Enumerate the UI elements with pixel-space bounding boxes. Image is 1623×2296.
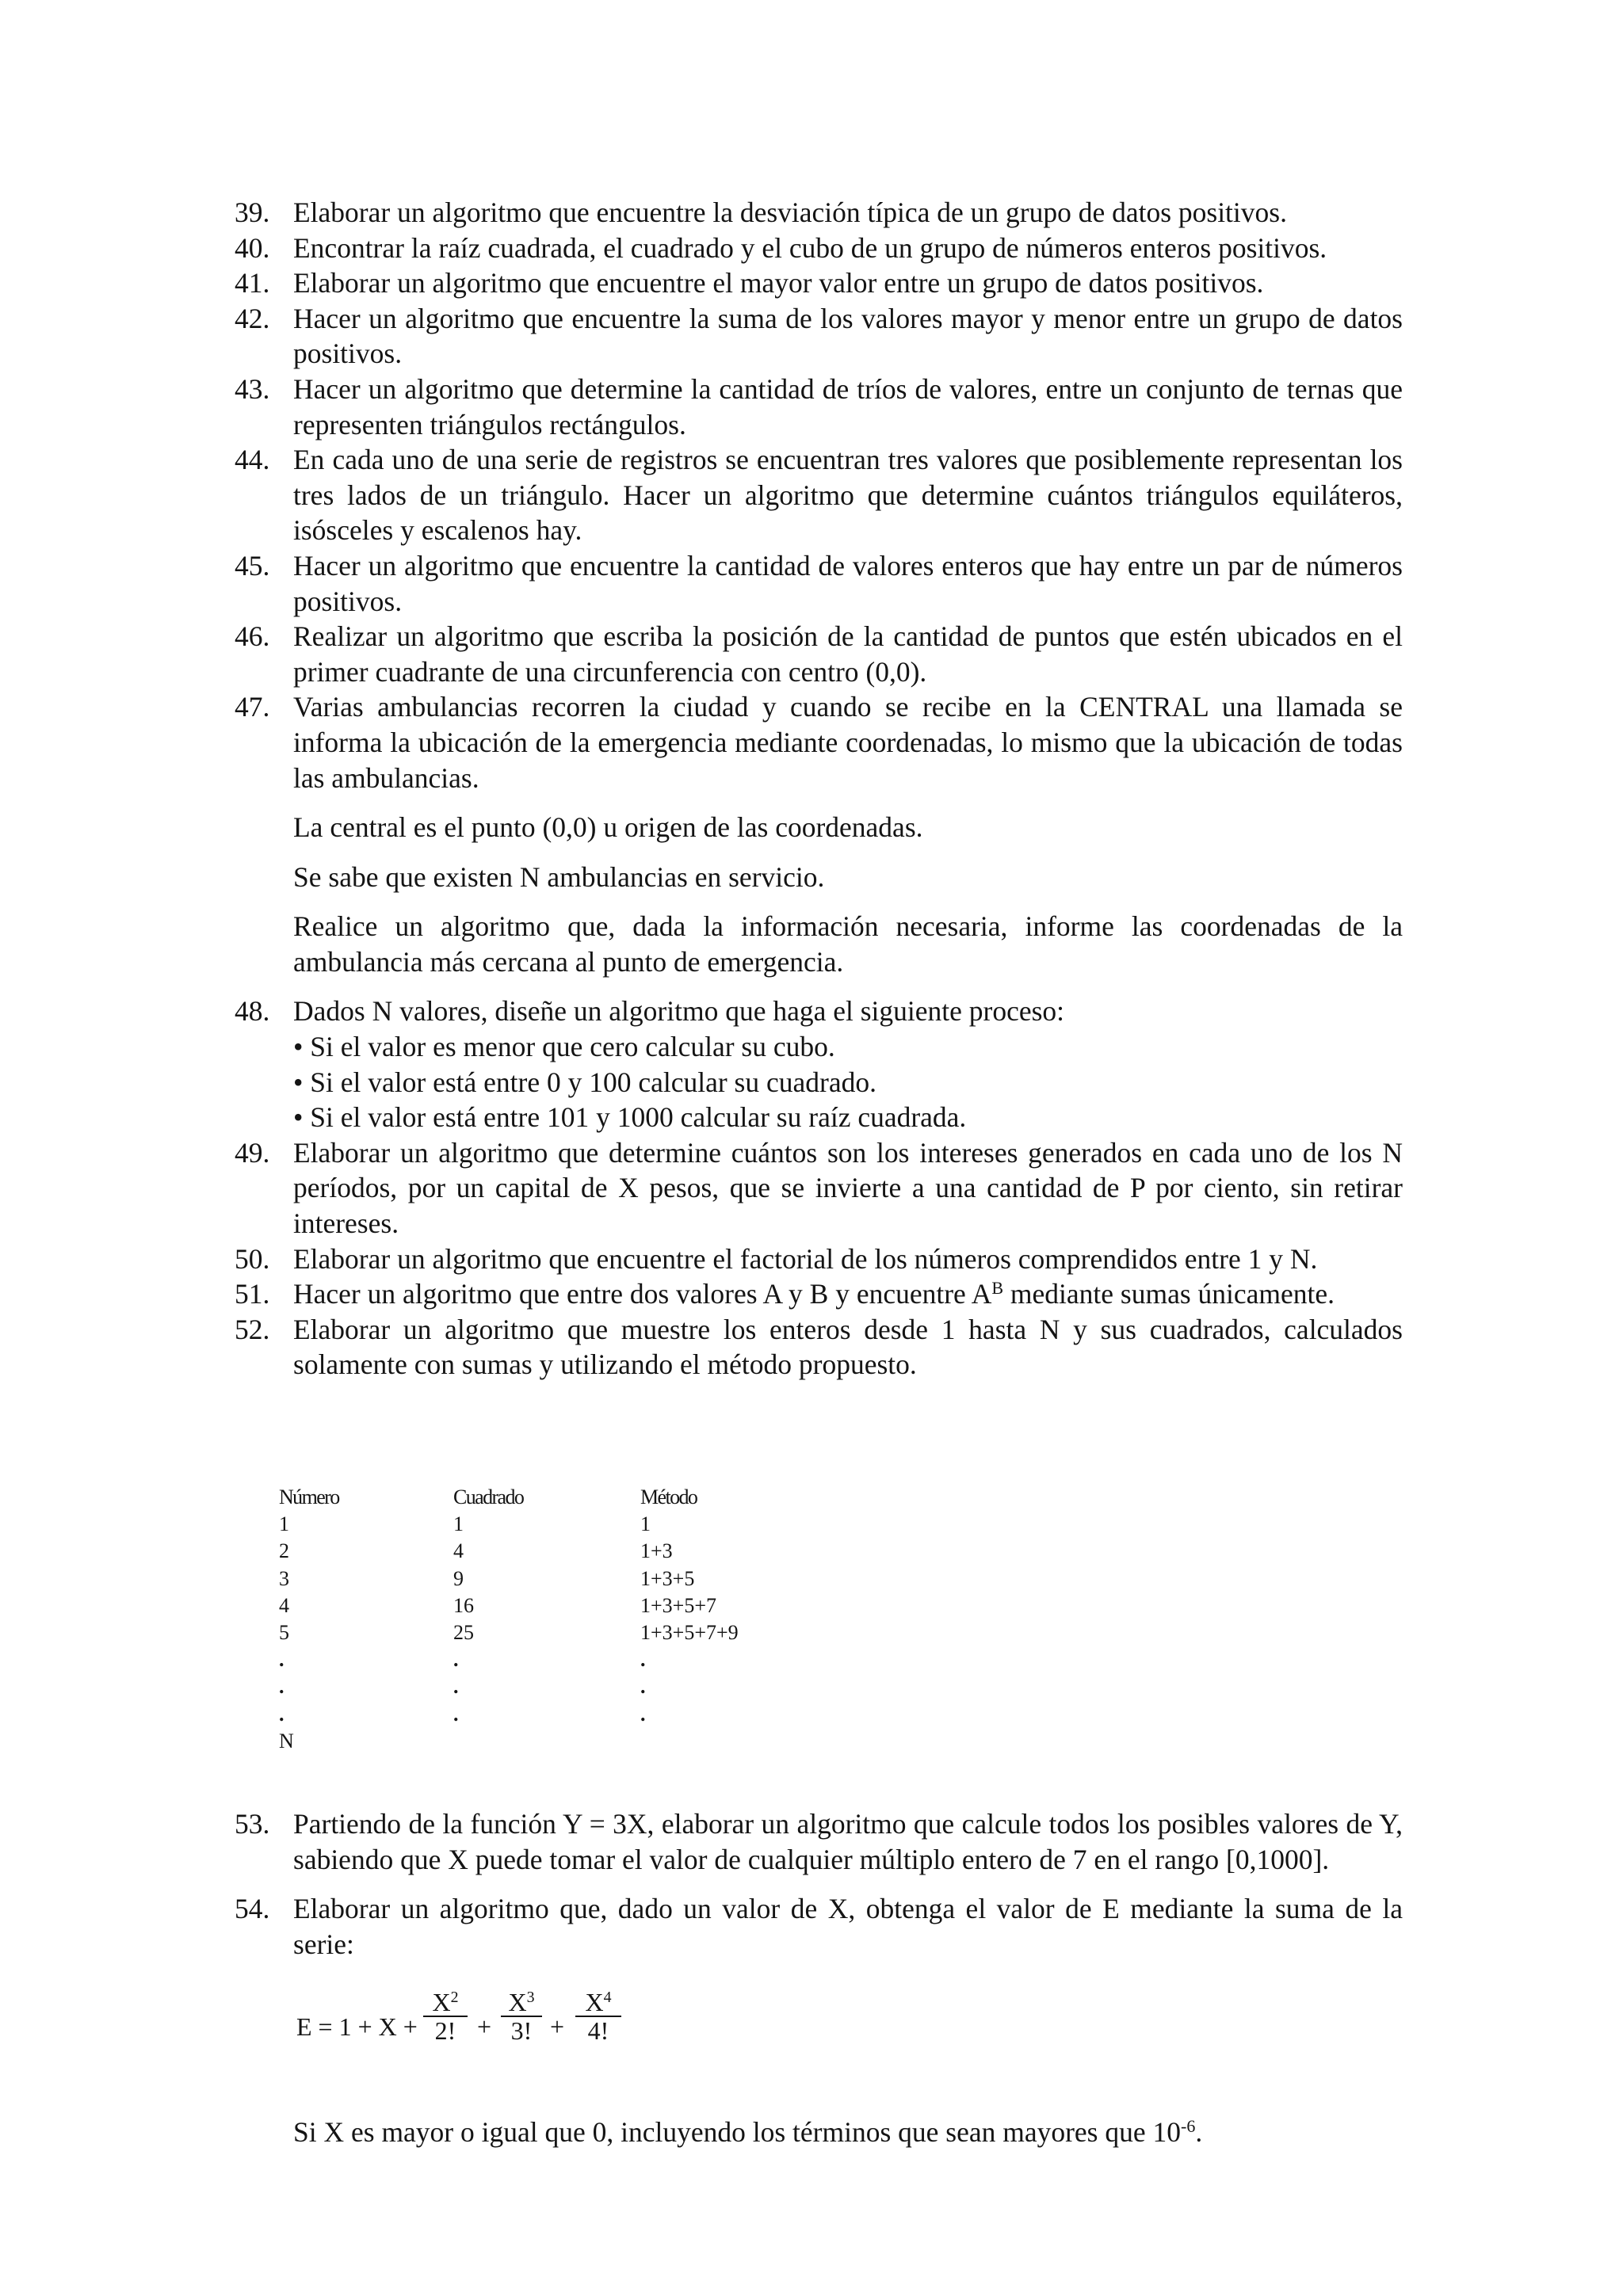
exercise-46 [235, 619, 1403, 689]
table-cell: 1 [640, 1512, 651, 1536]
table-cell: 1+3+5+7+9 [640, 1620, 739, 1644]
exercise-text: Dados N valores, diseñe un algoritmo que haga el siguiente proceso: [293, 995, 1065, 1028]
superscript: B [991, 1278, 1004, 1299]
exercise-text: mediante sumas únicamente. [1003, 1278, 1335, 1310]
table-cell: 16 [453, 1593, 474, 1617]
table-row [279, 1511, 878, 1538]
exponent: -6 [1181, 2115, 1196, 2136]
table-cell: 3 [279, 1566, 289, 1590]
exercise-54 [235, 1891, 1403, 1962]
numerator: X [508, 1988, 527, 2016]
exercise-51 [235, 1276, 1403, 1312]
table-cell: . [279, 1702, 285, 1726]
exercise-53 [235, 1806, 1403, 1877]
exercise-40 [235, 231, 1403, 266]
exercise-number: 54. [235, 1893, 270, 1925]
exercise-text: Partiendo de la función Y = 3X, elaborar un algoritmo que calcule todos los posibles valores de Y, sabiendo que X puede tomar el valor de cualquier múltiplo entero de 7 en el rango [0,1000]. [293, 1808, 1403, 1875]
table-cell: 1+3+5 [640, 1566, 695, 1590]
exercise-number: 43. [235, 372, 270, 405]
denominator: 2! [434, 2016, 456, 2045]
table-cell [453, 1728, 640, 1755]
table-row [279, 1646, 878, 1673]
exercise-text: Elaborar un algoritmo que encuentre el factorial de los números comprendidos entre 1 y N. [293, 1242, 1318, 1275]
exercise-number: 50. [235, 1242, 270, 1275]
exercise-number: 44. [235, 444, 270, 476]
exercise-48 [235, 994, 1403, 1135]
fraction-term [423, 1988, 468, 2045]
exercise-text: Elaborar un algoritmo que determine cuántos son los intereses generados en cada uno de los N períodos, por un capital de X pesos, que se invierte a una cantidad de P por ciento, sin retirar intereses. [293, 1136, 1403, 1240]
exercise-paragraph: La central es el punto (0,0) u origen de las coordenadas. [293, 811, 923, 844]
table-cell: 5 [279, 1620, 289, 1644]
exercise-paragraph: Realice un algoritmo que, dada la información necesaria, informe las coordenadas de la ambulancia más cercana al punto de emergencia. [293, 910, 1403, 978]
exercise-list [235, 195, 1403, 1383]
table-row [279, 1538, 878, 1565]
denominator: 4! [587, 2016, 609, 2045]
exercise-text: Hacer un algoritmo que determine la cantidad de tríos de valores, entre un conjunto de ternas que representen triángulos rectángulos. [293, 372, 1403, 441]
exercise-text: Elaborar un algoritmo que muestre los enteros desde 1 hasta N y sus cuadrados, calculados solamente con sumas y utilizando el método propuesto. [293, 1313, 1403, 1381]
exponent: 2 [450, 1989, 459, 2007]
bullet-item: • Si el valor está entre 101 y 1000 calcular su raíz cuadrada. [293, 1101, 967, 1134]
fraction-term [575, 1988, 621, 2045]
exercise-number: 53. [235, 1808, 270, 1840]
exercise-number: 47. [235, 691, 270, 723]
exponent: 4 [603, 1989, 612, 2007]
table-row [279, 1673, 878, 1700]
exercise-text: Elaborar un algoritmo que encuentre la desviación típica de un grupo de datos positivos. [293, 196, 1287, 228]
exercise-number: 41. [235, 267, 270, 299]
exercise-52 [235, 1312, 1403, 1383]
table-cell: N [279, 1729, 294, 1753]
table-row [279, 1619, 878, 1646]
exercise-44 [235, 442, 1403, 548]
exercise-list-continued [235, 1806, 1403, 1962]
exercise-text: Hacer un algoritmo que entre dos valores A y B y encuentre A [293, 1278, 992, 1310]
table-row [279, 1592, 878, 1619]
exponent: 3 [526, 1989, 535, 2007]
exercise-number: 42. [235, 302, 270, 334]
table-cell: . [279, 1675, 285, 1699]
table-row [279, 1566, 878, 1592]
exercise-number: 49. [235, 1136, 270, 1169]
table-cell: . [453, 1648, 459, 1672]
table-cell: 2 [279, 1539, 289, 1563]
table-cell: 25 [453, 1620, 474, 1644]
exercise-42 [235, 301, 1403, 372]
table-cell: 4 [453, 1539, 464, 1563]
table-cell: 1 [453, 1512, 464, 1536]
bullet-item: • Si el valor es menor que cero calcular su cubo. [293, 1031, 835, 1063]
table-cell: . [640, 1702, 646, 1726]
table-cell: 4 [279, 1593, 289, 1617]
table-cell: . [279, 1648, 285, 1672]
table-row [279, 1728, 878, 1755]
exercise-45 [235, 548, 1403, 619]
numerator: X [432, 1988, 451, 2016]
plus-sign: + [550, 2012, 565, 2041]
exercise-text: Elaborar un algoritmo que encuentre el mayor valor entre un grupo de datos positivos. [293, 267, 1264, 299]
exercise-text: Realizar un algoritmo que escriba la posición de la cantidad de puntos que estén ubicados en el primer cuadrante de una circunferencia con centro (0,0). [293, 620, 1403, 688]
table-cell: 9 [453, 1566, 464, 1590]
exercise-number: 46. [235, 620, 270, 653]
exercise-43 [235, 372, 1403, 442]
table-cell: 1+3 [640, 1539, 673, 1563]
exercise-50 [235, 1241, 1403, 1277]
table-cell [640, 1728, 878, 1755]
exercise-number: 51. [235, 1278, 270, 1310]
closing-period: . [1195, 2116, 1203, 2148]
formula-lead: E = 1 + X + [296, 2012, 418, 2041]
exercise-number: 39. [235, 196, 270, 228]
column-header: Cuadrado [453, 1486, 524, 1508]
exercise-49 [235, 1135, 1403, 1241]
closing-text: Si X es mayor o igual que 0, incluyendo los términos que sean mayores que 10 [293, 2116, 1182, 2148]
exercise-text: Encontrar la raíz cuadrada, el cuadrado y el cubo de un grupo de números enteros positivos. [293, 231, 1327, 264]
table-cell: . [640, 1648, 646, 1672]
table-cell: . [640, 1675, 646, 1699]
exercise-text: Varias ambulancias recorren la ciudad y cuando se recibe en la CENTRAL una llamada se informa la ubicación de la emergencia mediante coordenadas, lo mismo que la ubicación de todas las ambulancias. [293, 691, 1403, 794]
series-formula [296, 1990, 661, 2061]
column-header: Número [279, 1486, 339, 1508]
column-header: Método [640, 1486, 697, 1508]
denominator: 3! [510, 2016, 533, 2045]
exercise-41 [235, 265, 1403, 301]
table-header-row [279, 1484, 878, 1511]
exercise-number: 48. [235, 995, 270, 1028]
exercise-number: 45. [235, 549, 270, 582]
table-cell: 1 [279, 1512, 289, 1536]
exercise-text: Elaborar un algoritmo que, dado un valor de X, obtenga el valor de E mediante la suma de la serie: [293, 1893, 1403, 1960]
exercise-text: Hacer un algoritmo que encuentre la suma de los valores mayor y menor entre un grupo de datos positivos. [293, 302, 1403, 370]
exercise-number: 52. [235, 1313, 270, 1345]
table-cell: . [453, 1675, 459, 1699]
table-cell: . [453, 1702, 459, 1726]
closing-sentence [293, 2115, 1202, 2149]
squares-table [279, 1484, 878, 1755]
exercise-47 [235, 689, 1403, 979]
numerator: X [585, 1988, 604, 2016]
exercise-paragraph: Se sabe que existen N ambulancias en servicio. [293, 860, 825, 893]
table-cell: 1+3+5+7 [640, 1593, 716, 1617]
fraction-term [501, 1988, 542, 2045]
exercise-text: Hacer un algoritmo que encuentre la cantidad de valores enteros que hay entre un par de números positivos. [293, 549, 1403, 617]
exercise-39 [235, 195, 1403, 231]
exercise-number: 40. [235, 231, 270, 264]
plus-sign: + [477, 2012, 492, 2041]
bullet-item: • Si el valor está entre 0 y 100 calcular su cuadrado. [293, 1066, 876, 1098]
table-row [279, 1701, 878, 1728]
exercise-text: En cada uno de una serie de registros se encuentran tres valores que posiblemente representan los tres lados de un triángulo. Hacer un algoritmo que determine cuántos triángulos equiláteros, isósceles y escalenos hay. [293, 444, 1403, 547]
